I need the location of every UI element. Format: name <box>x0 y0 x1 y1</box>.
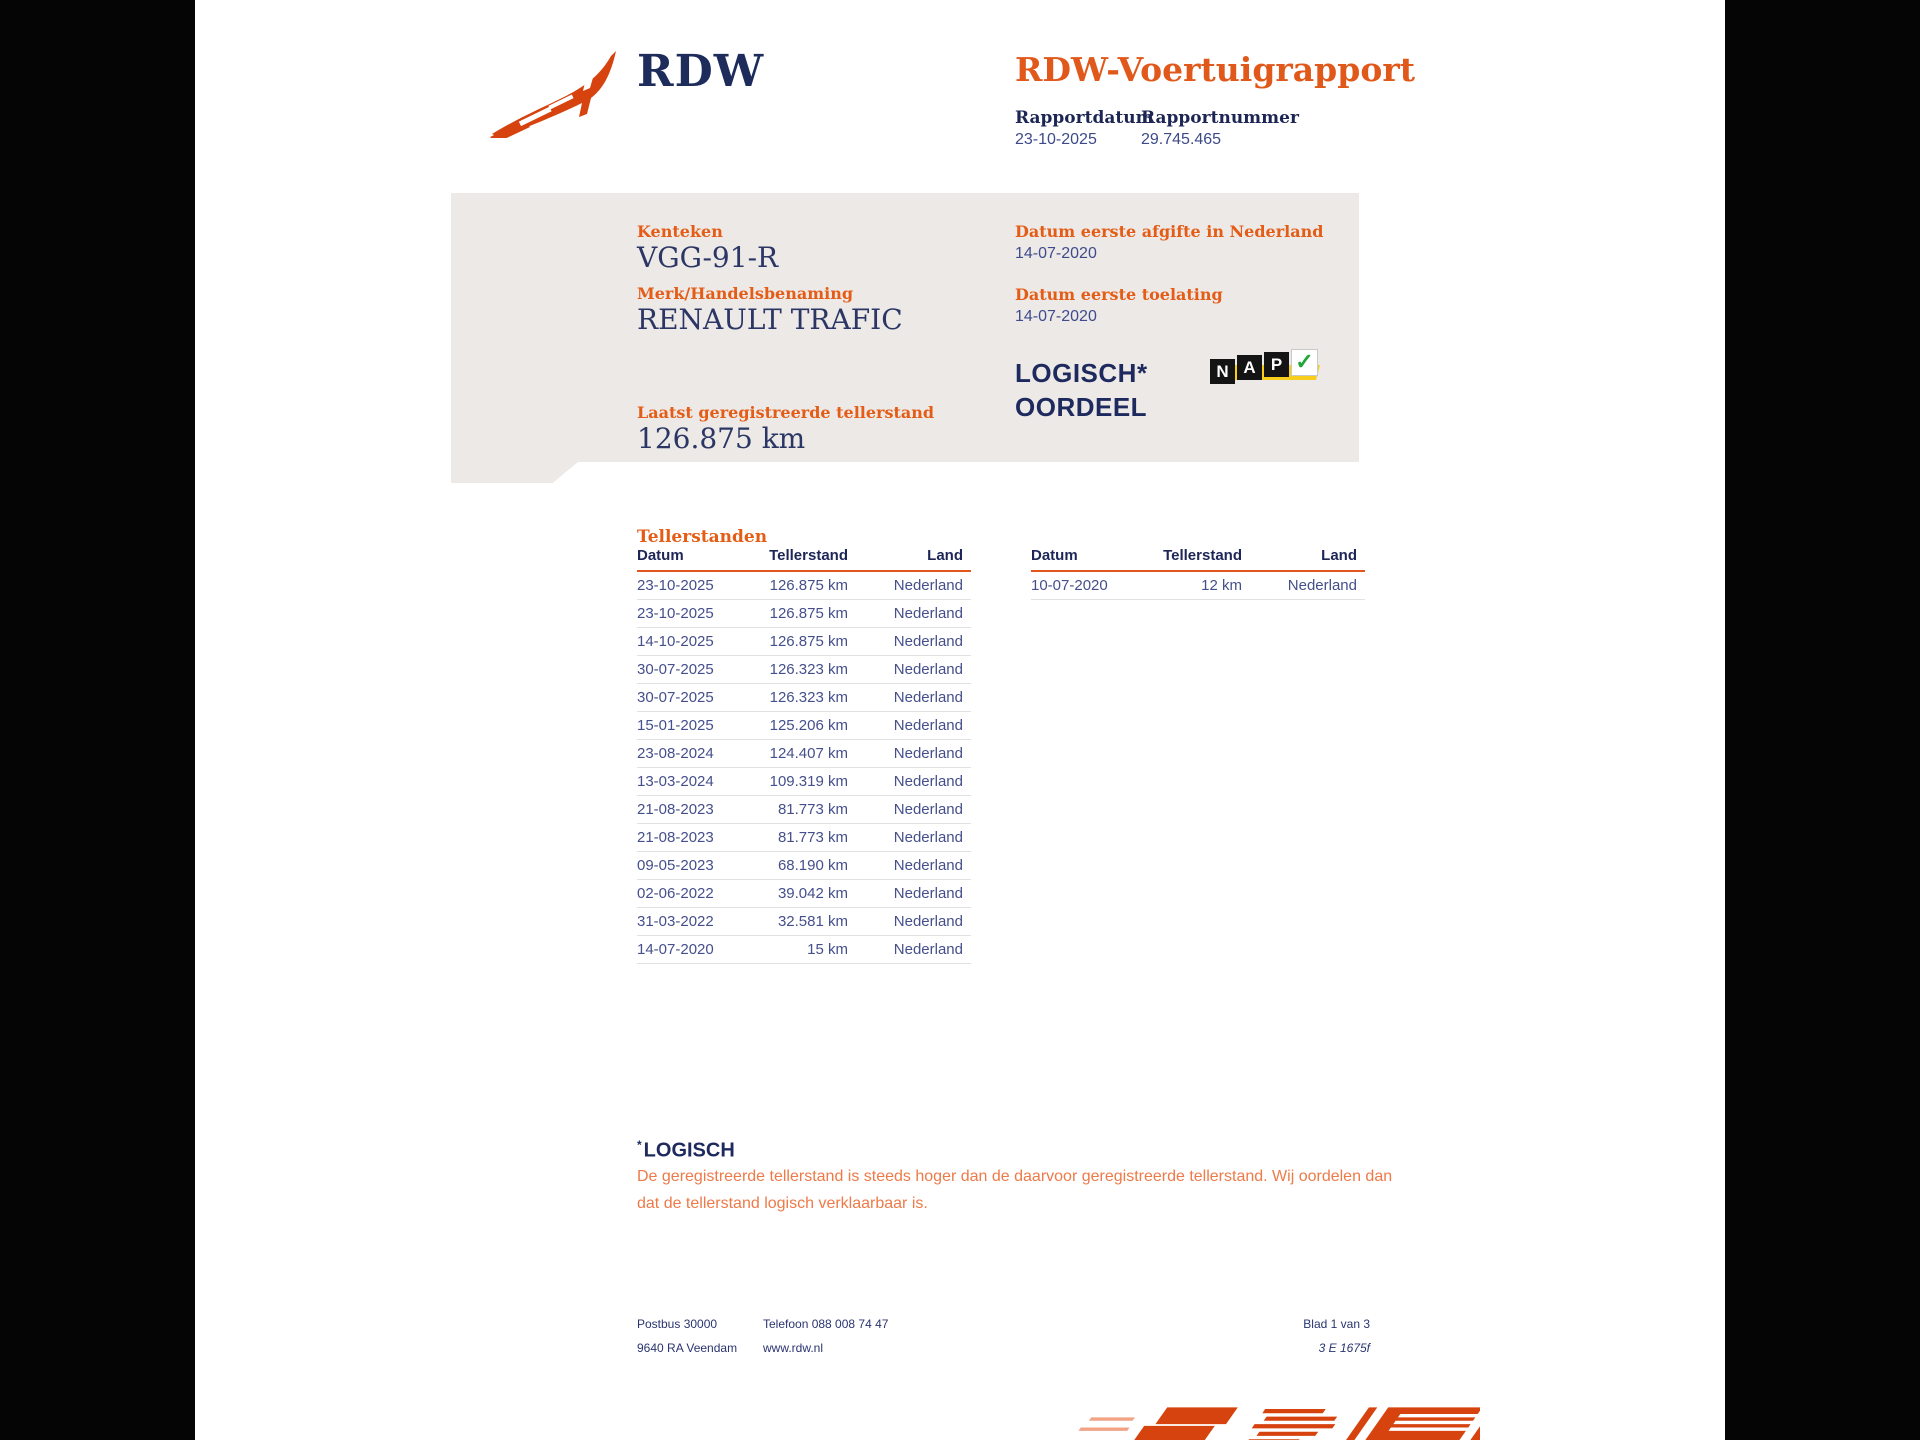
table-row: 15-01-2025 125.206 km Nederland <box>637 712 971 740</box>
column-header-land: Land <box>848 545 971 571</box>
first-admission-label: Datum eerste toelating <box>1015 285 1223 304</box>
footnote-asterisk: * <box>637 1138 642 1152</box>
footer-page-indicator: Blad 1 van 3 <box>1303 1317 1370 1331</box>
kenteken-label: Kenteken <box>637 222 723 241</box>
column-header-tellerstand: Tellerstand <box>755 545 848 571</box>
report-date-value: 23-10-2025 <box>1015 131 1097 148</box>
vehicle-summary-panel-tab <box>451 462 578 483</box>
nap-logo <box>1210 348 1328 392</box>
table-row: 31-03-2022 32.581 km Nederland <box>637 908 971 936</box>
verdict-line2: OORDEEL <box>1015 392 1148 422</box>
merk-label: Merk/Handelsbenaming <box>637 284 854 303</box>
odometer-label: Laatst geregistreerde tellerstand <box>637 403 935 422</box>
report-number-value: 29.745.465 <box>1141 131 1222 148</box>
nap-check-icon: ✓ <box>1291 349 1318 376</box>
report-number-label: Rapportnummer <box>1141 108 1299 128</box>
table-header-row <box>637 545 971 571</box>
merk-value: RENAULT TRAFIC <box>637 303 903 336</box>
first-issue-label: Datum eerste afgifte in Nederland <box>1015 222 1324 241</box>
page-title: RDW-Voertuigrapport <box>1015 50 1415 89</box>
footer-contact <box>763 1312 888 1360</box>
footer-po-box: Postbus 30000 <box>637 1317 718 1331</box>
table-row: 21-08-2023 81.773 km Nederland <box>637 796 971 824</box>
table-row: 23-10-2025 126.875 km Nederland <box>637 600 971 628</box>
column-header-land: Land <box>1242 545 1365 571</box>
odometer-table-right <box>1031 545 1365 600</box>
column-header-tellerstand: Tellerstand <box>1149 545 1242 571</box>
footnote-heading-text: LOGISCH <box>643 1139 735 1162</box>
table-row: 13-03-2024 109.319 km Nederland <box>637 768 971 796</box>
table-row: 09-05-2023 68.190 km Nederland <box>637 852 971 880</box>
first-issue-value: 14-07-2020 <box>1015 245 1097 262</box>
nap-letter-p: P <box>1264 352 1289 377</box>
footer-website: www.rdw.nl <box>763 1341 824 1355</box>
footer-page-block <box>1190 1312 1370 1360</box>
column-header-datum: Datum <box>637 545 755 571</box>
column-header-datum: Datum <box>1031 545 1149 571</box>
table-row: 02-06-2022 39.042 km Nederland <box>637 880 971 908</box>
table-row: 23-10-2025 126.875 km Nederland <box>637 571 971 600</box>
table-row: 14-10-2025 126.875 km Nederland <box>637 628 971 656</box>
table-header-row <box>1031 545 1365 571</box>
table-row: 30-07-2025 126.323 km Nederland <box>637 684 971 712</box>
tellerstanden-heading: Tellerstanden <box>637 527 768 547</box>
footnote-body: De geregistreerde tellerstand is steeds hoger dan de daarvoor geregistreerde tellerstand. Wij oordelen dan dat de tellerstand logisch verklaarbaar is. <box>637 1168 1393 1212</box>
first-admission-value: 14-07-2020 <box>1015 308 1097 325</box>
table-row: 21-08-2023 81.773 km Nederland <box>637 824 971 852</box>
rdw-wordmark: RDW <box>637 46 765 97</box>
footer-form-code: 3 E 1675f <box>1318 1341 1370 1355</box>
kenteken-value: VGG-91-R <box>637 241 779 274</box>
verdict-line1: LOGISCH* <box>1015 358 1148 388</box>
report-page <box>195 0 1725 1440</box>
odometer-verdict <box>1015 356 1148 424</box>
footer-address <box>637 1312 737 1360</box>
report-date-label: Rapportdatum <box>1015 108 1154 128</box>
nap-letter-a: A <box>1237 355 1262 380</box>
table-row: 23-08-2024 124.407 km Nederland <box>637 740 971 768</box>
nap-letter-n: N <box>1210 359 1235 384</box>
odometer-value: 126.875 km <box>637 422 806 455</box>
rdw-speedlines-graphic <box>1043 1402 1480 1440</box>
table-row: 30-07-2025 126.323 km Nederland <box>637 656 971 684</box>
footer-phone: Telefoon 088 008 74 47 <box>763 1317 889 1331</box>
odometer-table-left <box>637 545 971 964</box>
table-row: 10-07-2020 12 km Nederland <box>1031 571 1365 600</box>
rdw-logo-icon <box>490 48 620 138</box>
footnote-heading <box>637 1138 735 1163</box>
table-row: 14-07-2020 15 km Nederland <box>637 936 971 964</box>
footer-city: 9640 RA Veendam <box>637 1341 738 1355</box>
